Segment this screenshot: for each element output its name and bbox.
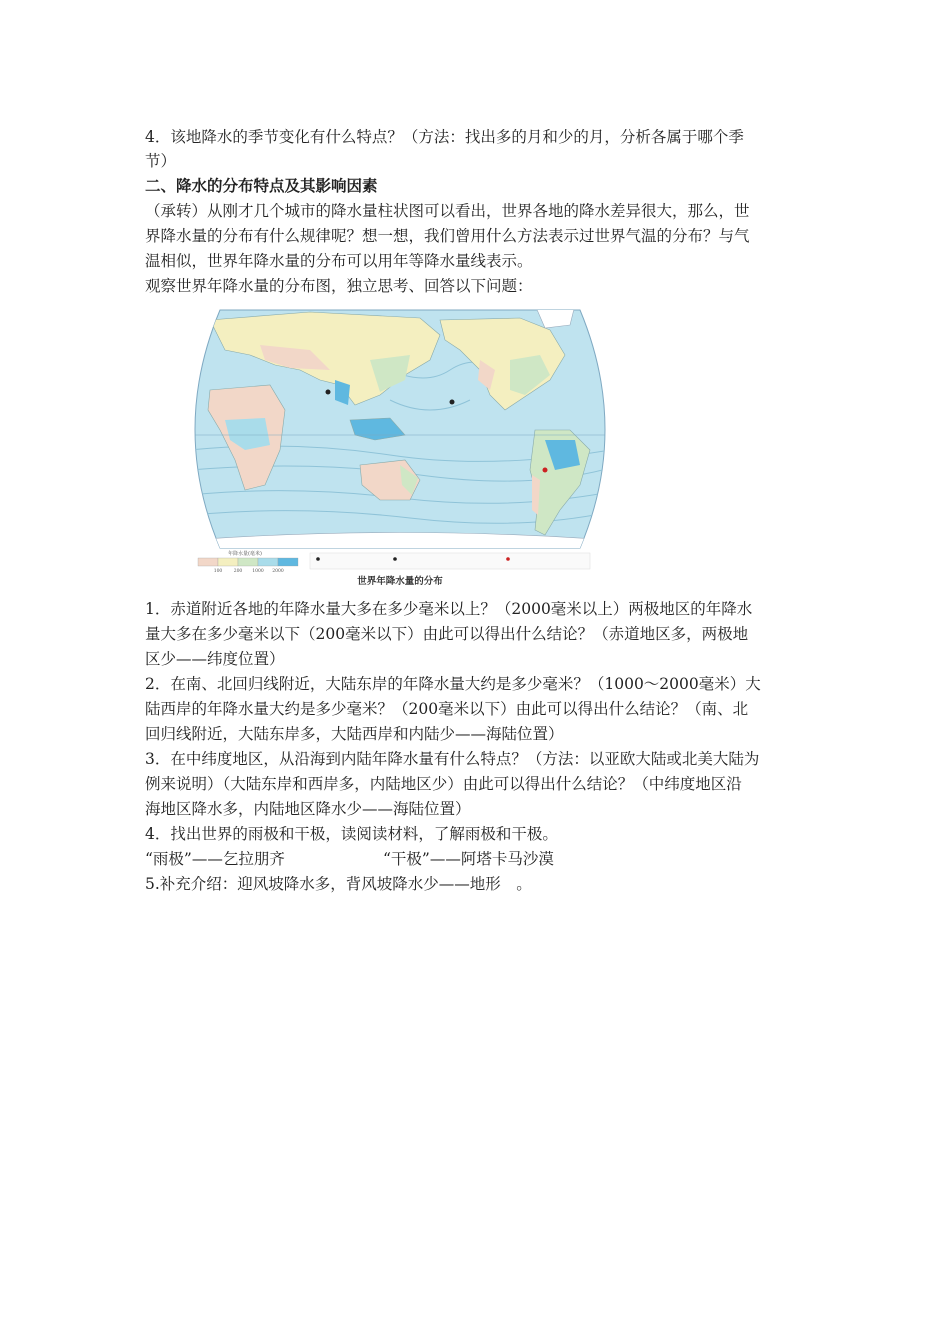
map-caption: 世界年降水量的分布 bbox=[357, 576, 443, 587]
question-1-line-3: 区少——纬度位置） bbox=[145, 650, 285, 668]
question-3-line-1: 3．在中纬度地区，从沿海到内陆年降水量有什么特点？（方法：以亚欧大陆或北美大陆为 bbox=[145, 750, 760, 768]
question-1-line-2: 量大多在多少毫米以下（200毫米以下）由此可以得出什么结论？（赤道地区多，两极地 bbox=[145, 625, 749, 643]
legend-value-label: 1000 bbox=[252, 569, 264, 574]
legend-labels bbox=[214, 568, 284, 574]
question-2-line-2: 陆西岸的年降水量大约是多少毫米？（200毫米以下）由此可以得出什么结论？（南、北 bbox=[145, 700, 749, 718]
legend-value-label: 2000 bbox=[272, 569, 284, 574]
map-legend bbox=[198, 550, 590, 574]
question-5-line: 5.补充介绍：迎风坡降水多，背风坡降水少——地形 。 bbox=[145, 875, 532, 893]
question-4-seasonal-line-2: 节） bbox=[145, 152, 177, 170]
intro-line-3: 温相似，世界年降水量的分布可以用年等降水量线表示。 bbox=[145, 252, 533, 270]
legend-value-label: 100 bbox=[213, 569, 223, 574]
legend-value-label: 200 bbox=[233, 569, 243, 574]
question-2-line-1: 2．在南、北回归线附近，大陆东岸的年降水量大约是多少毫米？（1000～2000毫米）大 bbox=[145, 675, 761, 693]
legend-swatch bbox=[258, 558, 278, 566]
question-1-line-1: 1．赤道附近各地的年降水量大多在多少毫米以上？（2000毫米以上）两极地区的年降水 bbox=[145, 600, 753, 618]
dry-pole-marker bbox=[543, 468, 548, 473]
intro-line-1: （承转）从刚才几个城市的降水量柱状图可以看出，世界各地的降水差异很大，那么，世 bbox=[145, 202, 750, 220]
legend-title: 年降水量(毫米) bbox=[228, 551, 262, 557]
dry-pole-text: “干极”——阿塔卡马沙漠 bbox=[383, 850, 554, 868]
intro-line-4: 观察世界年降水量的分布图，独立思考、回答以下问题： bbox=[145, 277, 533, 295]
question-3-line-2: 例来说明）（大陆东岸和西岸多，内陆地区少）由此可以得出什么结论？（中纬度地区沿 bbox=[145, 775, 742, 793]
legend-swatch bbox=[278, 558, 298, 566]
legend-swatch bbox=[198, 558, 218, 566]
map-figure bbox=[190, 300, 610, 592]
city-marker bbox=[450, 400, 455, 405]
question-4-seasonal-line-1: 4．该地降水的季节变化有什么特点？（方法：找出多的月和少的月，分析各属于哪个季 bbox=[145, 128, 744, 146]
rain-pole-marker bbox=[326, 390, 331, 395]
question-4-line-1: 4．找出世界的雨极和干极，读阅读材料，了解雨极和干极。 bbox=[145, 825, 558, 843]
legend-swatches bbox=[198, 558, 298, 566]
legend-swatch bbox=[218, 558, 238, 566]
legend-swatch bbox=[238, 558, 258, 566]
legend-notes-box bbox=[310, 553, 590, 569]
intro-line-2: 界降水量的分布有什么规律呢？想一想，我们曾用什么方法表示过世界气温的分布？与气 bbox=[145, 227, 750, 245]
question-3-line-3: 海地区降水多，内陆地区降水少——海陆位置） bbox=[145, 800, 471, 818]
rain-pole-text: “雨极”——乞拉朋齐 bbox=[145, 850, 285, 868]
section-heading: 二、降水的分布特点及其影响因素 bbox=[145, 177, 378, 195]
question-2-line-3: 回归线附近，大陆东岸多，大陆西岸和内陆少——海陆位置） bbox=[145, 725, 564, 743]
world-precipitation-map bbox=[190, 300, 610, 592]
